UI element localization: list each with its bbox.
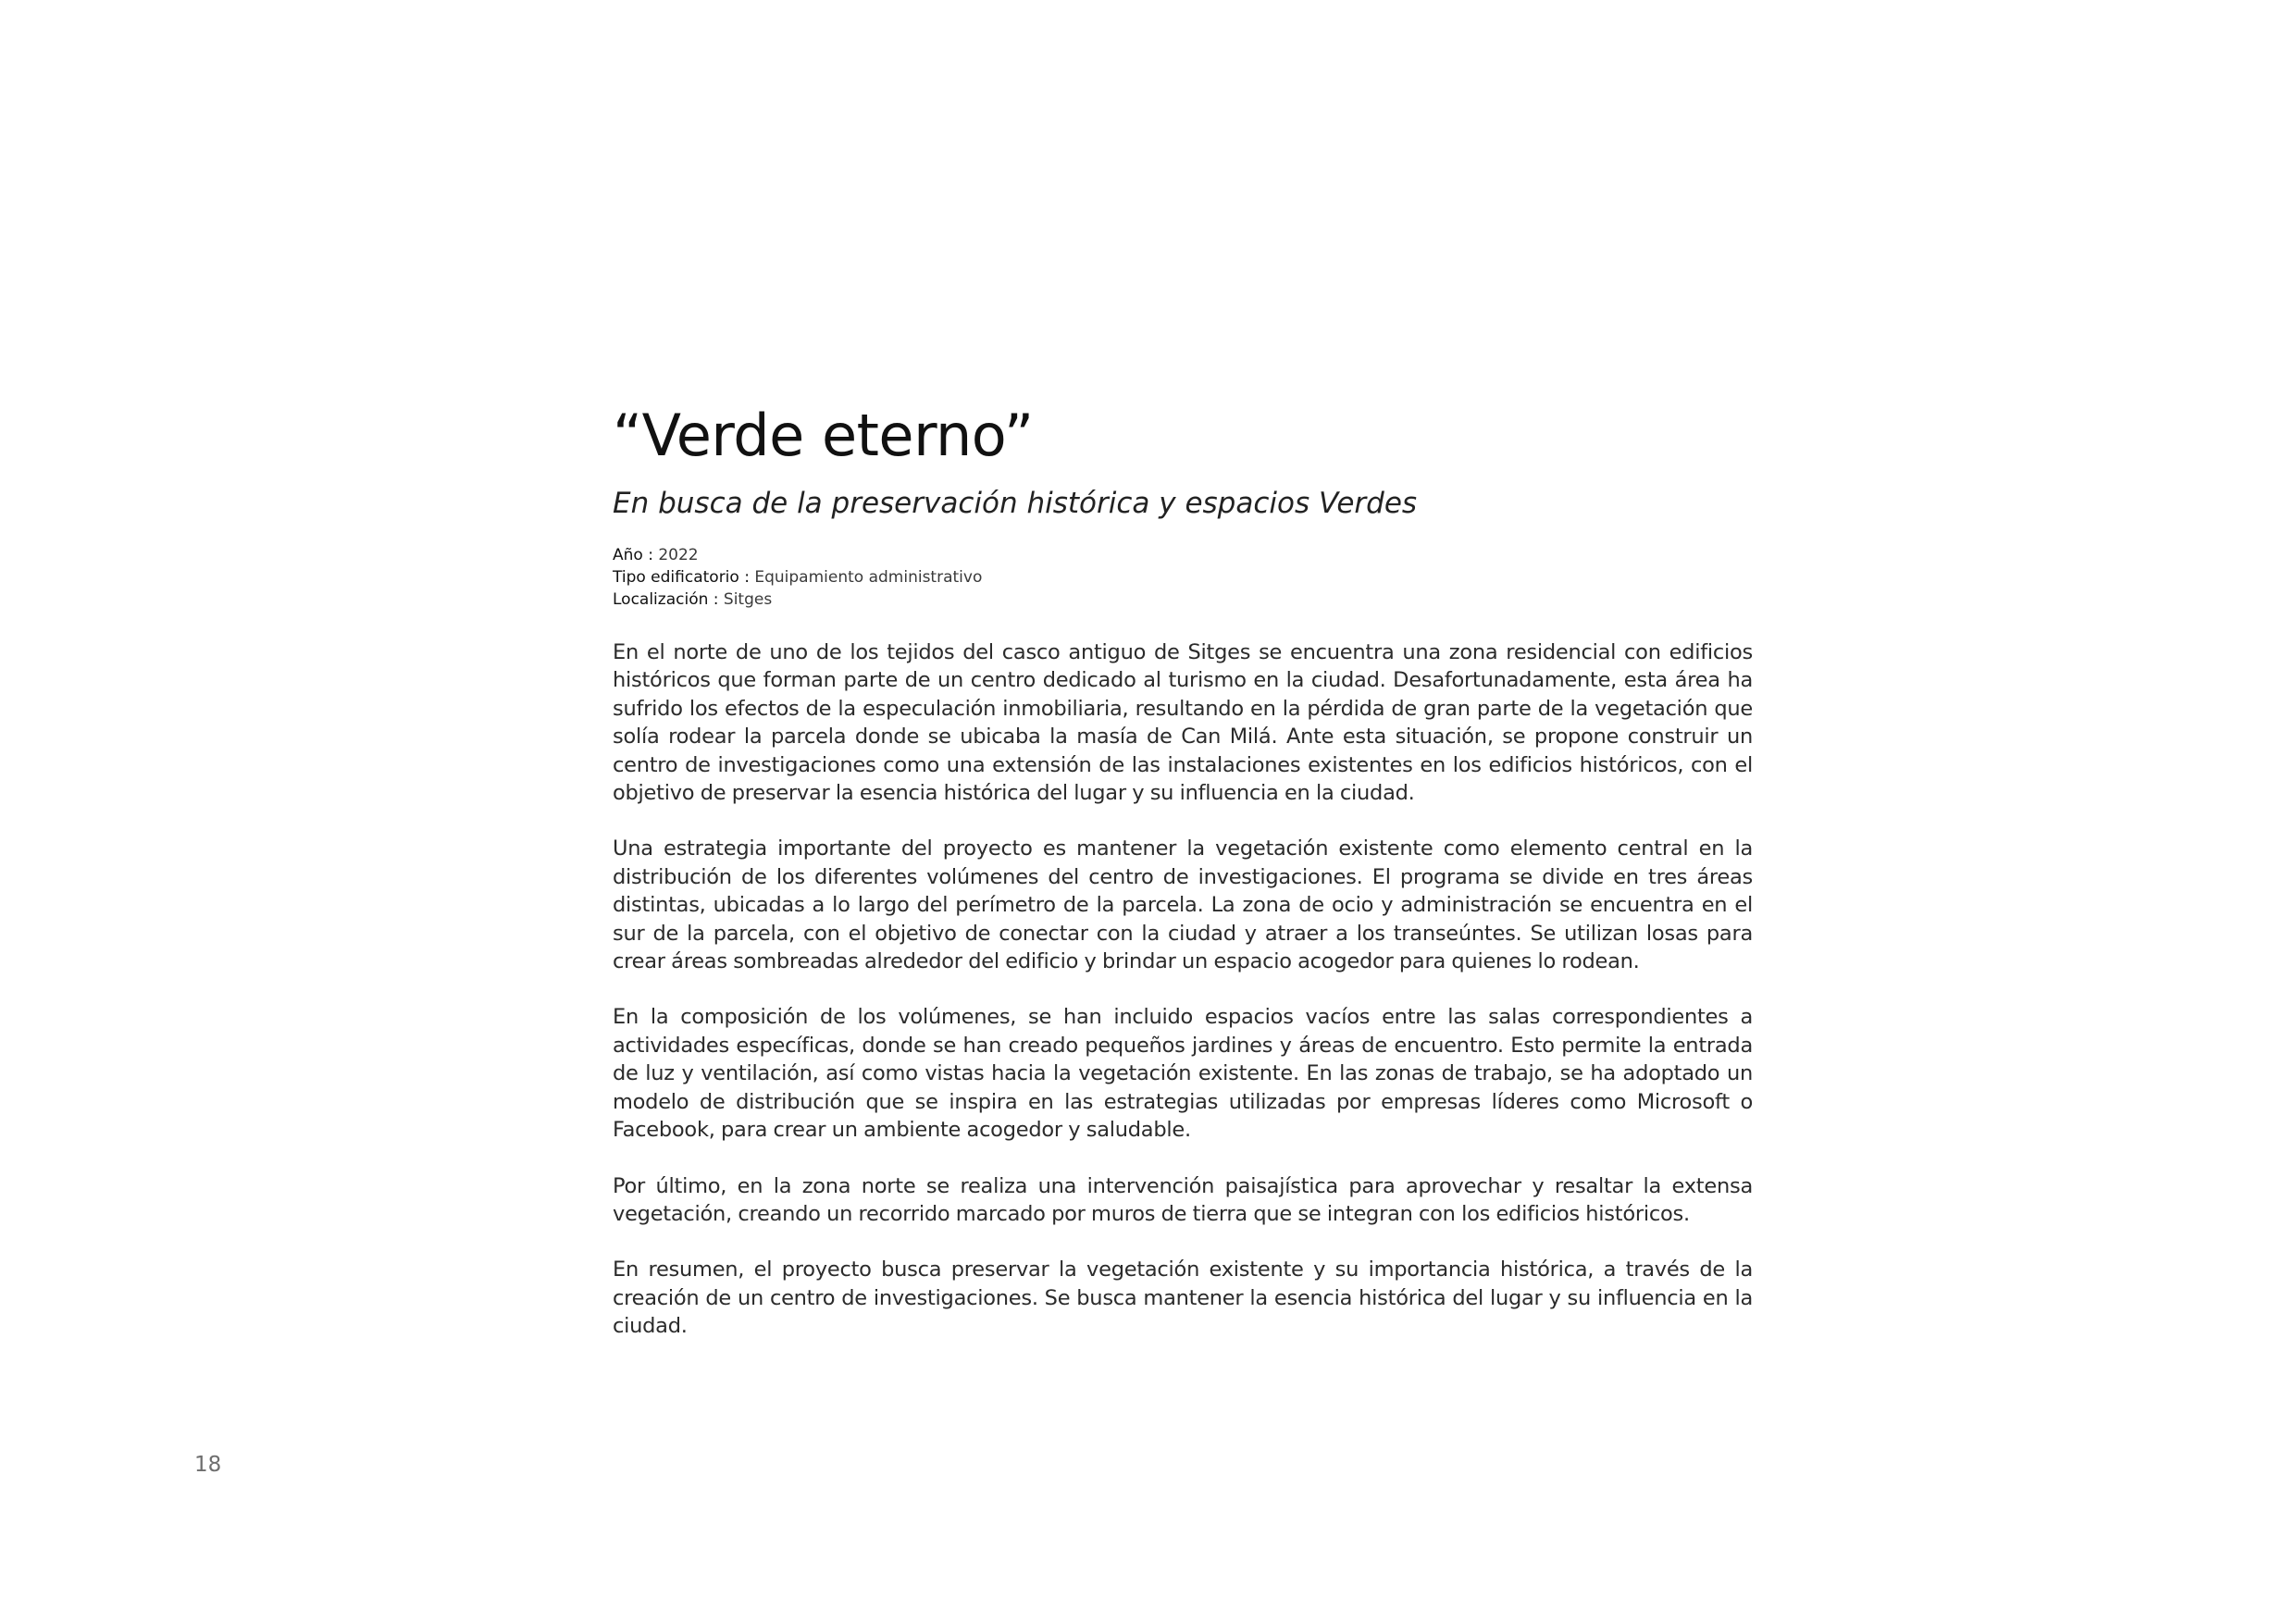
paragraph-landscape: Por último, en la zona norte se realiza una intervención paisajística para aprovechar y resaltar la extensa vegetación, creando un recorrido marcado por muros de tierra que se integran con los edificios históricos. — [613, 1173, 1753, 1226]
meta-value-building-type: Equipamiento administrativo — [754, 568, 983, 587]
page-number: 18 — [194, 1453, 222, 1477]
meta-value-location: Sitges — [723, 590, 773, 609]
project-metadata — [613, 544, 1753, 611]
project-description — [613, 638, 1753, 1341]
meta-separator: : — [642, 546, 659, 564]
page-subtitle: En busca de la preservación histórica y espacios Verdes — [613, 487, 1418, 520]
meta-separator: : — [708, 590, 724, 609]
paragraph-strategy: Una estrategia importante del proyecto es mantener la vegetación existente como elemento central en la distribución de los diferentes volúmenes del centro de investigaciones. El programa se divide en tres áreas distintas, ubicadas a lo largo del perímetro de la parcela. La zona de ocio y administración se encuentra en el sur de la parcela, con el objetivo de conectar con la ciudad y atraer a los transeúntes. Se utilizan losas para crear áreas sombreadas alrededor del edificio y brindar un espacio acogedor para quienes lo rodean. — [613, 836, 1753, 974]
meta-separator: : — [738, 568, 755, 587]
meta-row-building-type — [613, 566, 1753, 588]
meta-label-year: Año — [613, 546, 643, 564]
project-sheet — [613, 398, 1753, 1369]
meta-row-year — [613, 544, 1753, 566]
meta-row-location — [613, 588, 1753, 611]
meta-value-year: 2022 — [658, 546, 699, 564]
paragraph-composition: En la composición de los volúmenes, se han incluido espacios vacíos entre las salas correspondientes a actividades específicas, donde se han creado pequeños jardines y áreas de encuentro. Esto permite la entrada de luz y ventilación, así como vistas hacia la vegetación existente. En las zonas de trabajo, se ha adoptado un modelo de distribución que se inspira en las estrategias utilizadas por empresas líderes como Microsoft o Facebook, para crear un ambiente acogedor y saludable. — [613, 1005, 1753, 1143]
page-title: “Verde eterno” — [613, 402, 1034, 469]
meta-label-building-type: Tipo edificatorio — [613, 568, 739, 587]
paragraph-summary: En resumen, el proyecto busca preservar la vegetación existente y su importancia histórica, a través de la creación de un centro de investigaciones. Se busca mantener la esencia histórica del lugar y su influencia en la ciudad. — [613, 1258, 1753, 1339]
paragraph-context: En el norte de uno de los tejidos del casco antiguo de Sitges se encuentra una zona residencial con edificios históricos que forman parte de un centro dedicado al turismo en la ciudad. Desafortunadamente, esta área ha sufrido los efectos de la especulación inmobiliaria, resultando en la pérdida de gran parte de la vegetación que solía rodear la parcela donde se ubicaba la masía de Can Milá. Ante esta situación, se propone construir un centro de investigaciones como una extensión de las instalaciones existentes en los edificios históricos, con el objetivo de preservar la esencia histórica del lugar y su influencia en la ciudad. — [613, 640, 1753, 806]
meta-label-location: Localización — [613, 590, 709, 609]
